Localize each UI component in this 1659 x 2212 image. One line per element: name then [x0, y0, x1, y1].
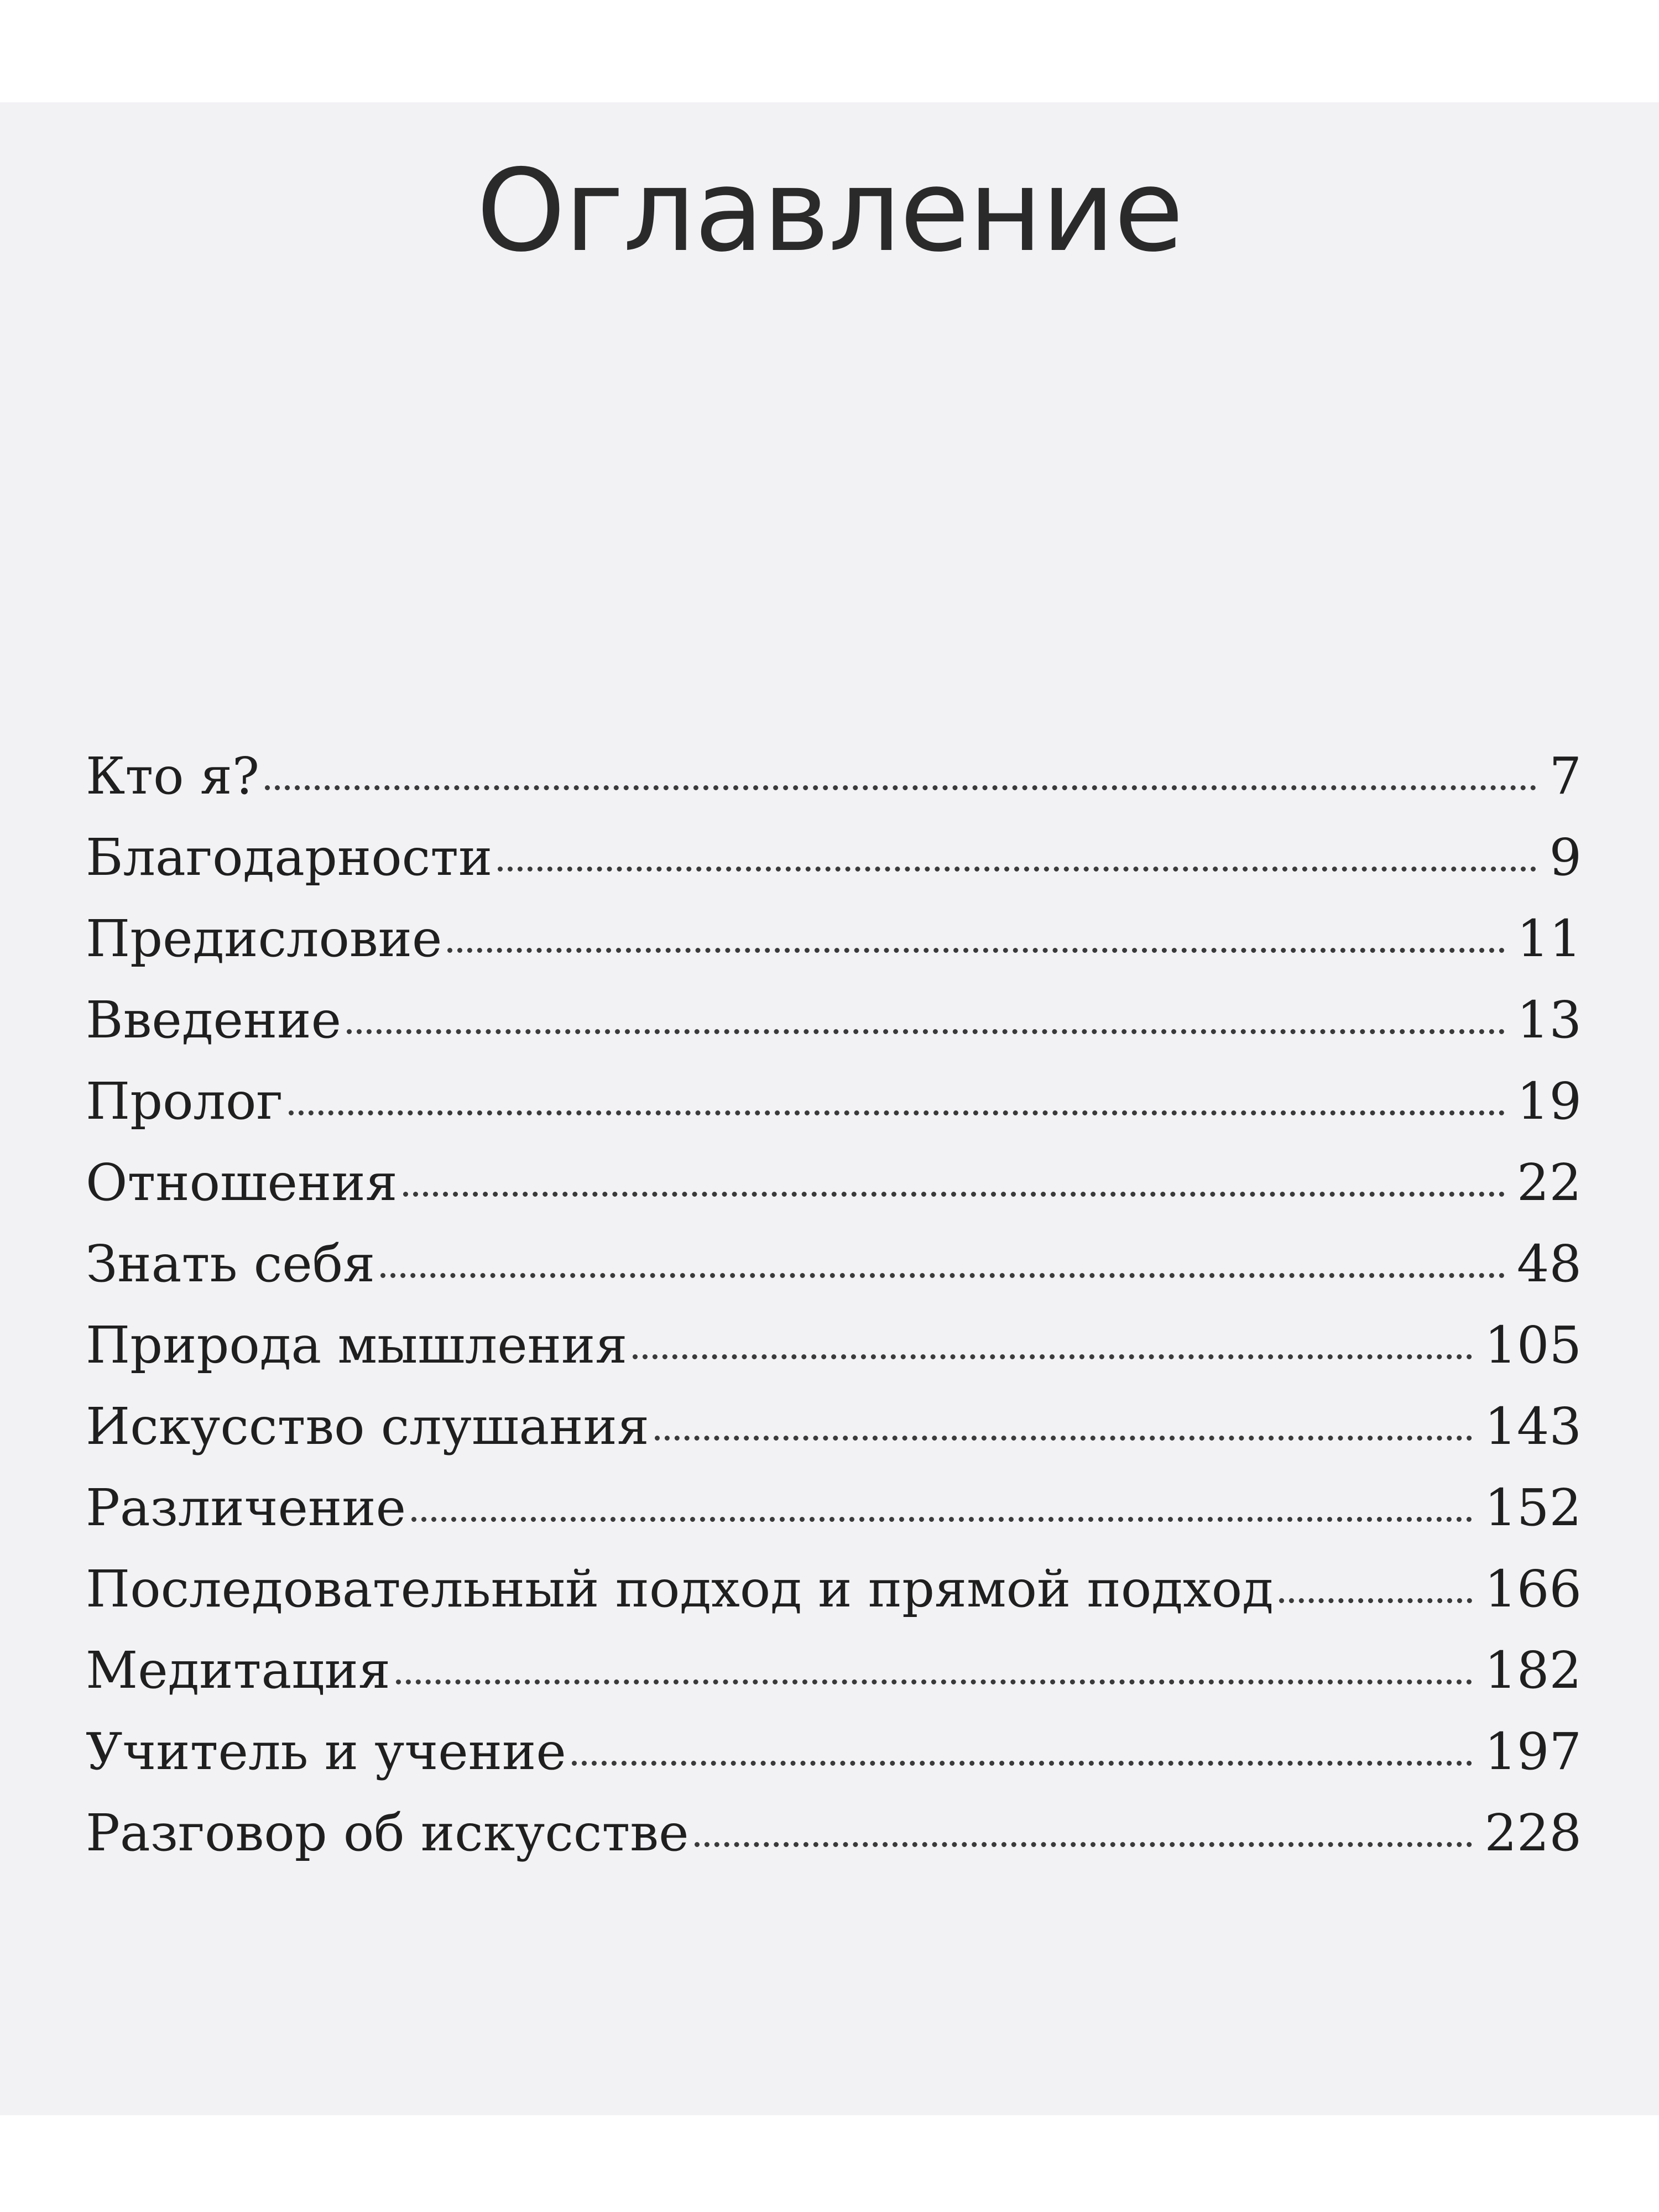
- toc-entry-page: 19: [1516, 1072, 1582, 1131]
- toc-entry-page: 9: [1549, 828, 1582, 887]
- toc-entry-label: Знать себя: [86, 1234, 375, 1293]
- toc-entry-page: 143: [1484, 1397, 1582, 1456]
- toc-entry-page: 105: [1484, 1316, 1582, 1375]
- toc-entry-label: Искусство слушания: [86, 1397, 649, 1456]
- toc-entry: [86, 1386, 1582, 1467]
- toc-entry-label: Кто я?: [86, 747, 260, 806]
- toc-entry-label: Благодарности: [86, 828, 493, 887]
- toc-leader-dots: [655, 1436, 1472, 1441]
- toc-entry: [86, 1223, 1582, 1305]
- toc-leader-dots: [380, 1273, 1505, 1278]
- toc-entry: [86, 1792, 1582, 1874]
- toc-entry-label: Различение: [86, 1478, 406, 1537]
- toc-leader-dots: [572, 1761, 1473, 1766]
- toc-entry: [86, 1061, 1582, 1142]
- toc-leader-dots: [347, 1029, 1505, 1034]
- toc-entry: [86, 898, 1582, 979]
- table-of-contents: [86, 735, 1582, 1874]
- toc-leader-dots: [498, 867, 1536, 872]
- toc-entry-page: 7: [1549, 747, 1582, 806]
- toc-entry-label: Предисловие: [86, 909, 442, 968]
- toc-entry: [86, 1630, 1582, 1711]
- toc-leader-dots: [396, 1679, 1473, 1684]
- toc-entry-page: 48: [1516, 1234, 1582, 1293]
- toc-entry: [86, 817, 1582, 898]
- toc-entry-page: 11: [1516, 909, 1582, 968]
- toc-leader-dots: [1279, 1598, 1473, 1603]
- toc-entry-label: Медитация: [86, 1641, 390, 1700]
- toc-entry-page: 13: [1516, 990, 1582, 1050]
- toc-entry-label: Учитель и учение: [86, 1722, 566, 1781]
- book-page: [0, 102, 1659, 2115]
- toc-entry: [86, 1142, 1582, 1223]
- toc-entry-label: Введение: [86, 990, 342, 1050]
- toc-entry-page: 166: [1484, 1559, 1582, 1619]
- toc-entry: [86, 1548, 1582, 1630]
- toc-entry-page: 182: [1484, 1641, 1582, 1700]
- toc-entry: [86, 1711, 1582, 1792]
- toc-leader-dots: [265, 785, 1536, 790]
- toc-leader-dots: [411, 1517, 1472, 1522]
- toc-entry: [86, 979, 1582, 1061]
- toc-entry-page: 22: [1516, 1153, 1582, 1212]
- toc-entry-page: 197: [1484, 1722, 1582, 1781]
- toc-entry-label: Последовательный подход и прямой подход: [86, 1559, 1274, 1619]
- toc-leader-dots: [403, 1192, 1505, 1197]
- toc-entry: [86, 1305, 1582, 1386]
- toc-entry: [86, 1467, 1582, 1548]
- toc-leader-dots: [633, 1354, 1472, 1359]
- toc-entry: [86, 735, 1582, 817]
- toc-entry-page: 228: [1484, 1803, 1582, 1863]
- page-title: Оглавление: [476, 145, 1183, 277]
- toc-entry-label: Отношения: [86, 1153, 398, 1212]
- toc-leader-dots: [447, 948, 1504, 953]
- toc-leader-dots: [695, 1842, 1473, 1847]
- toc-entry-label: Пролог: [86, 1072, 283, 1131]
- toc-entry-label: Природа мышления: [86, 1316, 628, 1375]
- toc-leader-dots: [289, 1110, 1505, 1115]
- toc-entry-page: 152: [1484, 1478, 1582, 1537]
- toc-entry-label: Разговор об искусстве: [86, 1803, 689, 1863]
